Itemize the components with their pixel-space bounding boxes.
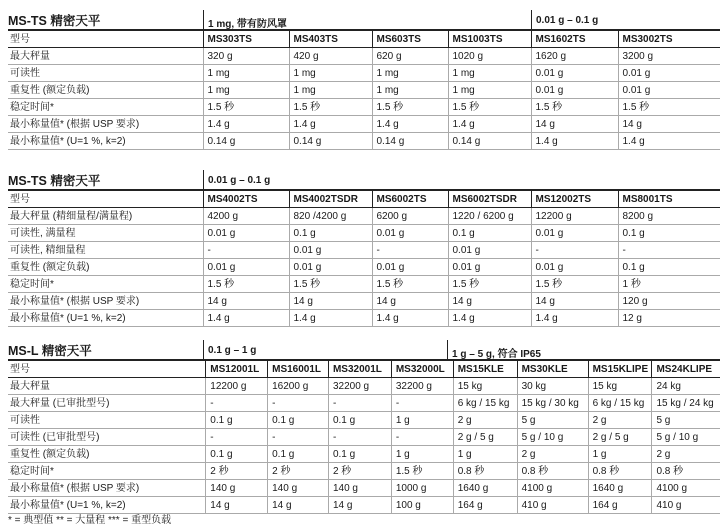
spec-cell: 1 g bbox=[588, 446, 652, 463]
spec-cell: 1.4 g bbox=[372, 116, 448, 133]
spec-cell: 100 g bbox=[391, 497, 453, 514]
table-row bbox=[8, 310, 720, 327]
spec-cell: 0.1 g bbox=[618, 259, 720, 276]
group-header: 0.01 g – 0.1 g bbox=[208, 175, 271, 186]
spec-cell: 0.1 g bbox=[328, 412, 391, 429]
spec-cell: 0.14 g bbox=[289, 133, 372, 150]
table-row bbox=[8, 65, 720, 82]
spec-cell: 164 g bbox=[453, 497, 517, 514]
spec-cell: - bbox=[328, 429, 391, 446]
row-label: 最大秤量 bbox=[8, 48, 203, 65]
row-label: 可读性, 精细量程 bbox=[8, 242, 203, 259]
table-row bbox=[8, 242, 720, 259]
spec-cell: 120 g bbox=[618, 293, 720, 310]
spec-cell: 1.5 秒 bbox=[448, 99, 531, 116]
spec-cell: 1 g bbox=[391, 412, 453, 429]
group-divider bbox=[203, 340, 204, 360]
spec-cell: 14 g bbox=[206, 497, 268, 514]
spec-cell: 0.1 g bbox=[448, 225, 531, 242]
spec-cell: 16200 g bbox=[268, 378, 329, 395]
spec-cell: 0.1 g bbox=[268, 412, 329, 429]
row-label: 最小称量值* (U=1 %, k=2) bbox=[8, 310, 203, 327]
spec-cell: 1 mg bbox=[448, 82, 531, 99]
spec-cell: 0.01 g bbox=[531, 82, 618, 99]
spec-cell: 15 kg bbox=[453, 378, 517, 395]
spec-cell: - bbox=[531, 242, 618, 259]
spec-cell: 1.4 g bbox=[289, 310, 372, 327]
spec-cell: 2 g bbox=[517, 446, 588, 463]
spec-cell: 410 g bbox=[652, 497, 720, 514]
model-name: MS16001L bbox=[268, 361, 329, 378]
spec-cell: 1.5 秒 bbox=[289, 99, 372, 116]
row-label: 最大秤量 (精细量程/满量程) bbox=[8, 208, 203, 225]
spec-cell: 14 g bbox=[268, 497, 329, 514]
group-header: 0.01 g – 0.1 g bbox=[536, 15, 599, 26]
model-name: MS403TS bbox=[289, 31, 372, 48]
spec-cell: 1 g bbox=[391, 446, 453, 463]
spec-cell: 2 g bbox=[453, 412, 517, 429]
model-name: MS8001TS bbox=[618, 191, 720, 208]
spec-cell: 30 kg bbox=[517, 378, 588, 395]
spec-cell: 1.4 g bbox=[618, 133, 720, 150]
spec-cell: 1.5 秒 bbox=[289, 276, 372, 293]
section-title: MS-L 精密天平 bbox=[8, 344, 92, 358]
spec-cell: 1.4 g bbox=[372, 310, 448, 327]
spec-cell: 1.5 秒 bbox=[203, 99, 289, 116]
section-ms-ts-1mg bbox=[8, 10, 720, 158]
spec-cell: 1.4 g bbox=[448, 310, 531, 327]
spec-cell: 1640 g bbox=[453, 480, 517, 497]
spec-cell: 8200 g bbox=[618, 208, 720, 225]
row-label: 重复性 (额定负载) bbox=[8, 82, 203, 99]
model-row bbox=[8, 361, 720, 378]
spec-cell: 0.01 g bbox=[372, 225, 448, 242]
model-row bbox=[8, 191, 720, 208]
spec-cell: 620 g bbox=[372, 48, 448, 65]
spec-cell: 0.8 秒 bbox=[453, 463, 517, 480]
table-row bbox=[8, 293, 720, 310]
spec-cell: 2 秒 bbox=[268, 463, 329, 480]
spec-cell: 1.4 g bbox=[448, 116, 531, 133]
spec-cell: 5 g / 10 g bbox=[517, 429, 588, 446]
spec-cell: 24 kg bbox=[652, 378, 720, 395]
spec-cell: 140 g bbox=[206, 480, 268, 497]
table-row bbox=[8, 48, 720, 65]
spec-cell: 140 g bbox=[328, 480, 391, 497]
spec-cell: 1.5 秒 bbox=[372, 276, 448, 293]
model-name: MS4002TS bbox=[203, 191, 289, 208]
model-name: MS15KLIPE bbox=[588, 361, 652, 378]
section-title: MS-TS 精密天平 bbox=[8, 14, 101, 28]
spec-cell: 1020 g bbox=[448, 48, 531, 65]
row-label: 重复性 (额定负载) bbox=[8, 446, 206, 463]
spec-cell: 14 g bbox=[289, 293, 372, 310]
spec-cell: - bbox=[618, 242, 720, 259]
table-row bbox=[8, 480, 720, 497]
spec-cell: - bbox=[206, 429, 268, 446]
spec-cell: 5 g / 10 g bbox=[652, 429, 720, 446]
table-row bbox=[8, 259, 720, 276]
spec-cell: 1.5 秒 bbox=[391, 463, 453, 480]
table-row bbox=[8, 133, 720, 150]
spec-cell: 1.4 g bbox=[289, 116, 372, 133]
row-label: 最小称量值* (U=1 %, k=2) bbox=[8, 133, 203, 150]
model-name: MS6002TS bbox=[372, 191, 448, 208]
spec-cell: 1.4 g bbox=[203, 310, 289, 327]
spec-cell: 0.01 g bbox=[531, 65, 618, 82]
spec-table bbox=[8, 31, 720, 150]
row-label: 最小称量值* (根据 USP 要求) bbox=[8, 116, 203, 133]
row-label: 型号 bbox=[8, 31, 203, 48]
spec-table bbox=[8, 191, 720, 327]
spec-cell: 0.1 g bbox=[206, 412, 268, 429]
spec-cell: 2 g bbox=[588, 412, 652, 429]
spec-cell: 6200 g bbox=[372, 208, 448, 225]
spec-cell: 14 g bbox=[372, 293, 448, 310]
row-label: 最小称量值* (根据 USP 要求) bbox=[8, 293, 203, 310]
spec-cell: 15 kg / 24 kg bbox=[652, 395, 720, 412]
spec-cell: 1.5 秒 bbox=[372, 99, 448, 116]
spec-cell: 0.1 g bbox=[328, 446, 391, 463]
spec-cell: 15 kg / 30 kg bbox=[517, 395, 588, 412]
footnote: * = 典型值 ** = 大量程 *** = 重型负载 bbox=[8, 515, 172, 526]
table-row bbox=[8, 446, 720, 463]
table-row bbox=[8, 395, 720, 412]
model-name: MS32000L bbox=[391, 361, 453, 378]
group-divider bbox=[447, 340, 448, 360]
spec-cell: 0.8 秒 bbox=[588, 463, 652, 480]
spec-cell: 1220 / 6200 g bbox=[448, 208, 531, 225]
spec-cell: - bbox=[372, 242, 448, 259]
row-label: 最小称量值* (根据 USP 要求) bbox=[8, 480, 206, 497]
spec-cell: 1 mg bbox=[372, 82, 448, 99]
spec-cell: - bbox=[328, 395, 391, 412]
row-label: 重复性 (额定负载) bbox=[8, 259, 203, 276]
spec-cell: 0.1 g bbox=[618, 225, 720, 242]
spec-cell: 1.5 秒 bbox=[531, 276, 618, 293]
row-label: 稳定时间* bbox=[8, 99, 203, 116]
spec-cell: 0.14 g bbox=[203, 133, 289, 150]
spec-cell: 5 g bbox=[517, 412, 588, 429]
model-name: MS24KLIPE bbox=[652, 361, 720, 378]
spec-cell: 5 g bbox=[652, 412, 720, 429]
spec-cell: 1.4 g bbox=[531, 310, 618, 327]
spec-cell: 0.01 g bbox=[203, 225, 289, 242]
spec-cell: - bbox=[391, 429, 453, 446]
group-divider bbox=[203, 10, 204, 30]
spec-cell: 1.4 g bbox=[531, 133, 618, 150]
spec-cell: 420 g bbox=[289, 48, 372, 65]
model-name: MS1602TS bbox=[531, 31, 618, 48]
table-row bbox=[8, 225, 720, 242]
spec-cell: 1 秒 bbox=[618, 276, 720, 293]
spec-cell: 6 kg / 15 kg bbox=[588, 395, 652, 412]
row-label: 可读性 bbox=[8, 412, 206, 429]
spec-cell: 32200 g bbox=[328, 378, 391, 395]
spec-cell: 320 g bbox=[203, 48, 289, 65]
spec-cell: 4100 g bbox=[517, 480, 588, 497]
spec-cell: 14 g bbox=[618, 116, 720, 133]
spec-cell: 0.1 g bbox=[206, 446, 268, 463]
row-label: 稳定时间* bbox=[8, 276, 203, 293]
spec-cell: 1 mg bbox=[372, 65, 448, 82]
spec-cell: 140 g bbox=[268, 480, 329, 497]
section-title: MS-TS 精密天平 bbox=[8, 174, 101, 188]
group-header: 1 g – 5 g, 符合 IP65 bbox=[452, 349, 541, 360]
group-header: 1 mg, 带有防风罩 bbox=[208, 19, 287, 30]
model-name: MS4002TSDR bbox=[289, 191, 372, 208]
spec-cell: 14 g bbox=[448, 293, 531, 310]
spec-cell: 0.14 g bbox=[448, 133, 531, 150]
spec-cell: 0.01 g bbox=[618, 82, 720, 99]
spec-cell: - bbox=[268, 429, 329, 446]
group-divider bbox=[531, 10, 532, 30]
model-name: MS1003TS bbox=[448, 31, 531, 48]
table-row bbox=[8, 82, 720, 99]
row-label: 最大秤量 bbox=[8, 378, 206, 395]
spec-cell: 1.5 秒 bbox=[203, 276, 289, 293]
spec-cell: 1.5 秒 bbox=[531, 99, 618, 116]
model-name: MS32001L bbox=[328, 361, 391, 378]
spec-cell: 0.01 g bbox=[372, 259, 448, 276]
spec-cell: 0.01 g bbox=[531, 259, 618, 276]
spec-cell: 14 g bbox=[531, 293, 618, 310]
table-row bbox=[8, 463, 720, 480]
row-label: 可读性 bbox=[8, 65, 203, 82]
model-name: MS3002TS bbox=[618, 31, 720, 48]
spec-cell: 1 mg bbox=[203, 82, 289, 99]
spec-cell: 1 mg bbox=[289, 65, 372, 82]
model-name: MS603TS bbox=[372, 31, 448, 48]
spec-cell: 1 mg bbox=[203, 65, 289, 82]
model-name: MS303TS bbox=[203, 31, 289, 48]
spec-cell: 14 g bbox=[203, 293, 289, 310]
table-row bbox=[8, 412, 720, 429]
section-ms-ts-0.01g bbox=[8, 170, 720, 330]
table-row bbox=[8, 378, 720, 395]
model-row bbox=[8, 31, 720, 48]
spec-cell: 0.1 g bbox=[268, 446, 329, 463]
spec-cell: 2 g / 5 g bbox=[588, 429, 652, 446]
spec-cell: 3200 g bbox=[618, 48, 720, 65]
spec-cell: 0.01 g bbox=[618, 65, 720, 82]
spec-cell: 1640 g bbox=[588, 480, 652, 497]
spec-cell: 2 秒 bbox=[206, 463, 268, 480]
model-name: MS15KLE bbox=[453, 361, 517, 378]
spec-cell: 14 g bbox=[531, 116, 618, 133]
spec-cell: - bbox=[268, 395, 329, 412]
spec-cell: 2 g / 5 g bbox=[453, 429, 517, 446]
spec-cell: 1 mg bbox=[448, 65, 531, 82]
model-name: MS6002TSDR bbox=[448, 191, 531, 208]
spec-cell: 0.01 g bbox=[448, 242, 531, 259]
spec-cell: 1620 g bbox=[531, 48, 618, 65]
row-label: 最大秤量 (已审批型号) bbox=[8, 395, 206, 412]
row-label: 可读性 (已审批型号) bbox=[8, 429, 206, 446]
model-name: MS12001L bbox=[206, 361, 268, 378]
model-name: MS30KLE bbox=[517, 361, 588, 378]
spec-cell: 1.5 秒 bbox=[618, 99, 720, 116]
section-ms-l bbox=[8, 340, 720, 512]
spec-cell: 2 g bbox=[652, 446, 720, 463]
spec-cell: 1.4 g bbox=[203, 116, 289, 133]
table-row bbox=[8, 429, 720, 446]
spec-cell: 6 kg / 15 kg bbox=[453, 395, 517, 412]
row-label: 稳定时间* bbox=[8, 463, 206, 480]
spec-cell: 1000 g bbox=[391, 480, 453, 497]
spec-cell: 2 秒 bbox=[328, 463, 391, 480]
group-header: 0.1 g – 1 g bbox=[208, 345, 257, 356]
table-row bbox=[8, 99, 720, 116]
spec-cell: 4200 g bbox=[203, 208, 289, 225]
row-label: 型号 bbox=[8, 361, 206, 378]
spec-cell: 32200 g bbox=[391, 378, 453, 395]
spec-cell: - bbox=[203, 242, 289, 259]
spec-cell: 0.01 g bbox=[203, 259, 289, 276]
spec-cell: 1 g bbox=[453, 446, 517, 463]
spec-cell: 0.01 g bbox=[289, 259, 372, 276]
spec-cell: 4100 g bbox=[652, 480, 720, 497]
spec-cell: 1 mg bbox=[289, 82, 372, 99]
row-label: 型号 bbox=[8, 191, 203, 208]
table-row bbox=[8, 276, 720, 293]
spec-cell: 820 /4200 g bbox=[289, 208, 372, 225]
spec-table bbox=[8, 361, 720, 514]
spec-cell: 14 g bbox=[328, 497, 391, 514]
spec-cell: - bbox=[206, 395, 268, 412]
spec-cell: 1.5 秒 bbox=[448, 276, 531, 293]
spec-cell: 164 g bbox=[588, 497, 652, 514]
row-label: 可读性, 满量程 bbox=[8, 225, 203, 242]
spec-cell: 0.14 g bbox=[372, 133, 448, 150]
table-row bbox=[8, 208, 720, 225]
row-label: 最小称量值* (U=1 %, k=2) bbox=[8, 497, 206, 514]
spec-cell: 0.8 秒 bbox=[652, 463, 720, 480]
spec-cell: 12 g bbox=[618, 310, 720, 327]
spec-cell: 0.01 g bbox=[289, 242, 372, 259]
spec-cell: 410 g bbox=[517, 497, 588, 514]
group-divider bbox=[203, 170, 204, 190]
spec-cell: 12200 g bbox=[531, 208, 618, 225]
spec-cell: 0.01 g bbox=[448, 259, 531, 276]
table-row bbox=[8, 116, 720, 133]
spec-cell: - bbox=[391, 395, 453, 412]
spec-cell: 12200 g bbox=[206, 378, 268, 395]
spec-cell: 0.1 g bbox=[289, 225, 372, 242]
spec-cell: 0.8 秒 bbox=[517, 463, 588, 480]
spec-cell: 0.01 g bbox=[531, 225, 618, 242]
model-name: MS12002TS bbox=[531, 191, 618, 208]
spec-cell: 15 kg bbox=[588, 378, 652, 395]
